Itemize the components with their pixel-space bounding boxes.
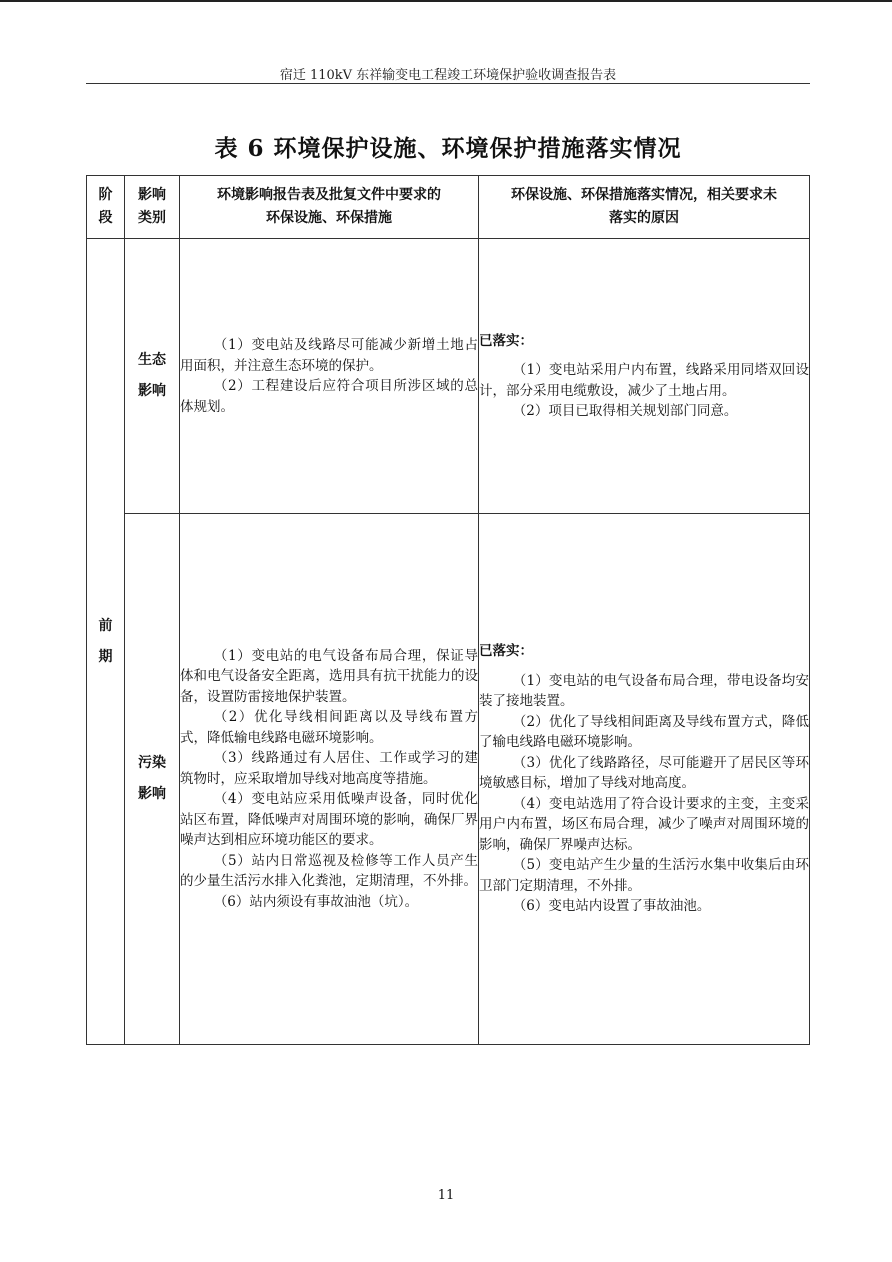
header-stage-line1: 阶 bbox=[98, 187, 113, 203]
header-required-line1: 环境影响报告表及批复文件中要求的 bbox=[217, 187, 441, 203]
category-ecology-line2: 影响 bbox=[138, 383, 166, 399]
implemented-pollution-item: （1）变电站的电气设备布局合理，带电设备均安装了接地装置。 bbox=[479, 672, 809, 710]
implemented-status-label: 已落实： bbox=[479, 332, 533, 349]
implemented-pollution-item: （2）优化了导线相间距离及导线布置方式，降低了输电线路电磁环境影响。 bbox=[479, 713, 809, 751]
category-pollution-line1: 污染 bbox=[138, 755, 166, 771]
required-ecology bbox=[180, 239, 479, 514]
header-category bbox=[125, 176, 180, 239]
header-implemented-line1: 环保设施、环保措施落实情况，相关要求未 bbox=[511, 187, 777, 203]
stage-line1: 前 bbox=[98, 617, 113, 634]
stage-cell bbox=[87, 239, 125, 1045]
implemented-ecology-item: （2）项目已取得相关规划部门同意。 bbox=[512, 403, 738, 419]
required-ecology-item: （1）变电站及线路尽可能减少新增土地占用面积，并注意生态环境的保护。 bbox=[180, 337, 478, 374]
header-category-line1: 影响 bbox=[138, 187, 166, 203]
required-pollution-item: （6）站内须设有事故油池（坑）。 bbox=[213, 893, 419, 910]
implemented-ecology-item: （1）变电站采用户内布置，线路采用同塔双回设计，部分采用电缆敷设，减少了土地占用。 bbox=[479, 362, 809, 399]
category-ecology-line1: 生态 bbox=[138, 352, 166, 368]
header-stage-line2: 段 bbox=[98, 210, 113, 226]
implemented-pollution bbox=[479, 514, 810, 1045]
required-ecology-item: （2）工程建设后应符合项目所涉区域的总体规划。 bbox=[180, 378, 478, 415]
implemented-pollution-item: （6）变电站内设置了事故油池。 bbox=[512, 898, 711, 915]
table-header-row bbox=[87, 176, 810, 239]
implemented-pollution-item: （3）优化了线路路径，尽可能避开了居民区等环境敏感目标，增加了导线对地高度。 bbox=[479, 754, 809, 792]
implemented-pollution-item: （4）变电站选用了符合设计要求的主变，主变采用户内布置，场区布局合理，减少了噪声对周围环境的影响，确保厂界噪声达标。 bbox=[479, 795, 809, 853]
category-ecology bbox=[125, 239, 180, 514]
table-title: 表 6 环境保护设施、环境保护措施落实情况 bbox=[214, 135, 682, 162]
required-pollution bbox=[180, 514, 479, 1045]
running-header: 宿迁 110kV 东祥输变电工程竣工环境保护验收调查报告表 bbox=[279, 68, 617, 83]
header-stage bbox=[87, 176, 125, 239]
implemented-pollution-item: （5）变电站产生少量的生活污水集中收集后由环卫部门定期清理，不外排。 bbox=[479, 857, 809, 894]
required-pollution-item: （5）站内日常巡视及检修等工作人员产生的少量生活污水排入化粪池，定期清理，不外排。 bbox=[180, 852, 478, 890]
header-required-line2: 环保设施、环保措施 bbox=[266, 210, 392, 226]
table-row-ecology bbox=[87, 239, 810, 514]
stage-line2: 期 bbox=[98, 648, 113, 665]
page-number: 11 bbox=[437, 1188, 455, 1203]
required-pollution-item: （3）线路通过有人居住、工作或学习的建筑物时，应采取增加导线对地高度等措施。 bbox=[180, 750, 478, 787]
header-rule bbox=[86, 83, 810, 84]
header-implemented-line2: 落实的原因 bbox=[609, 210, 679, 226]
header-implemented bbox=[479, 176, 810, 239]
measures-table bbox=[86, 175, 810, 1045]
implemented-ecology bbox=[479, 239, 810, 514]
required-pollution-item: （2）优化导线相间距离以及导线布置方式，降低输电线路电磁环境影响。 bbox=[180, 709, 478, 746]
category-pollution bbox=[125, 514, 180, 1045]
top-border-line bbox=[0, 0, 892, 2]
header-category-line2: 类别 bbox=[138, 210, 166, 226]
required-pollution-item: （4）变电站应采用低噪声设备，同时优化站区布置，降低噪声对周围环境的影响，确保厂界噪声达到相应环境功能区的要求。 bbox=[180, 791, 478, 849]
required-pollution-item: （1）变电站的电气设备布局合理，保证导体和电气设备安全距离，选用具有抗干扰能力的设备，设置防雷接地保护装置。 bbox=[180, 647, 478, 705]
category-pollution-line2: 影响 bbox=[138, 786, 166, 802]
header-required bbox=[180, 176, 479, 239]
table-row-pollution bbox=[87, 514, 810, 1045]
implemented-status-label: 已落实： bbox=[479, 643, 533, 660]
